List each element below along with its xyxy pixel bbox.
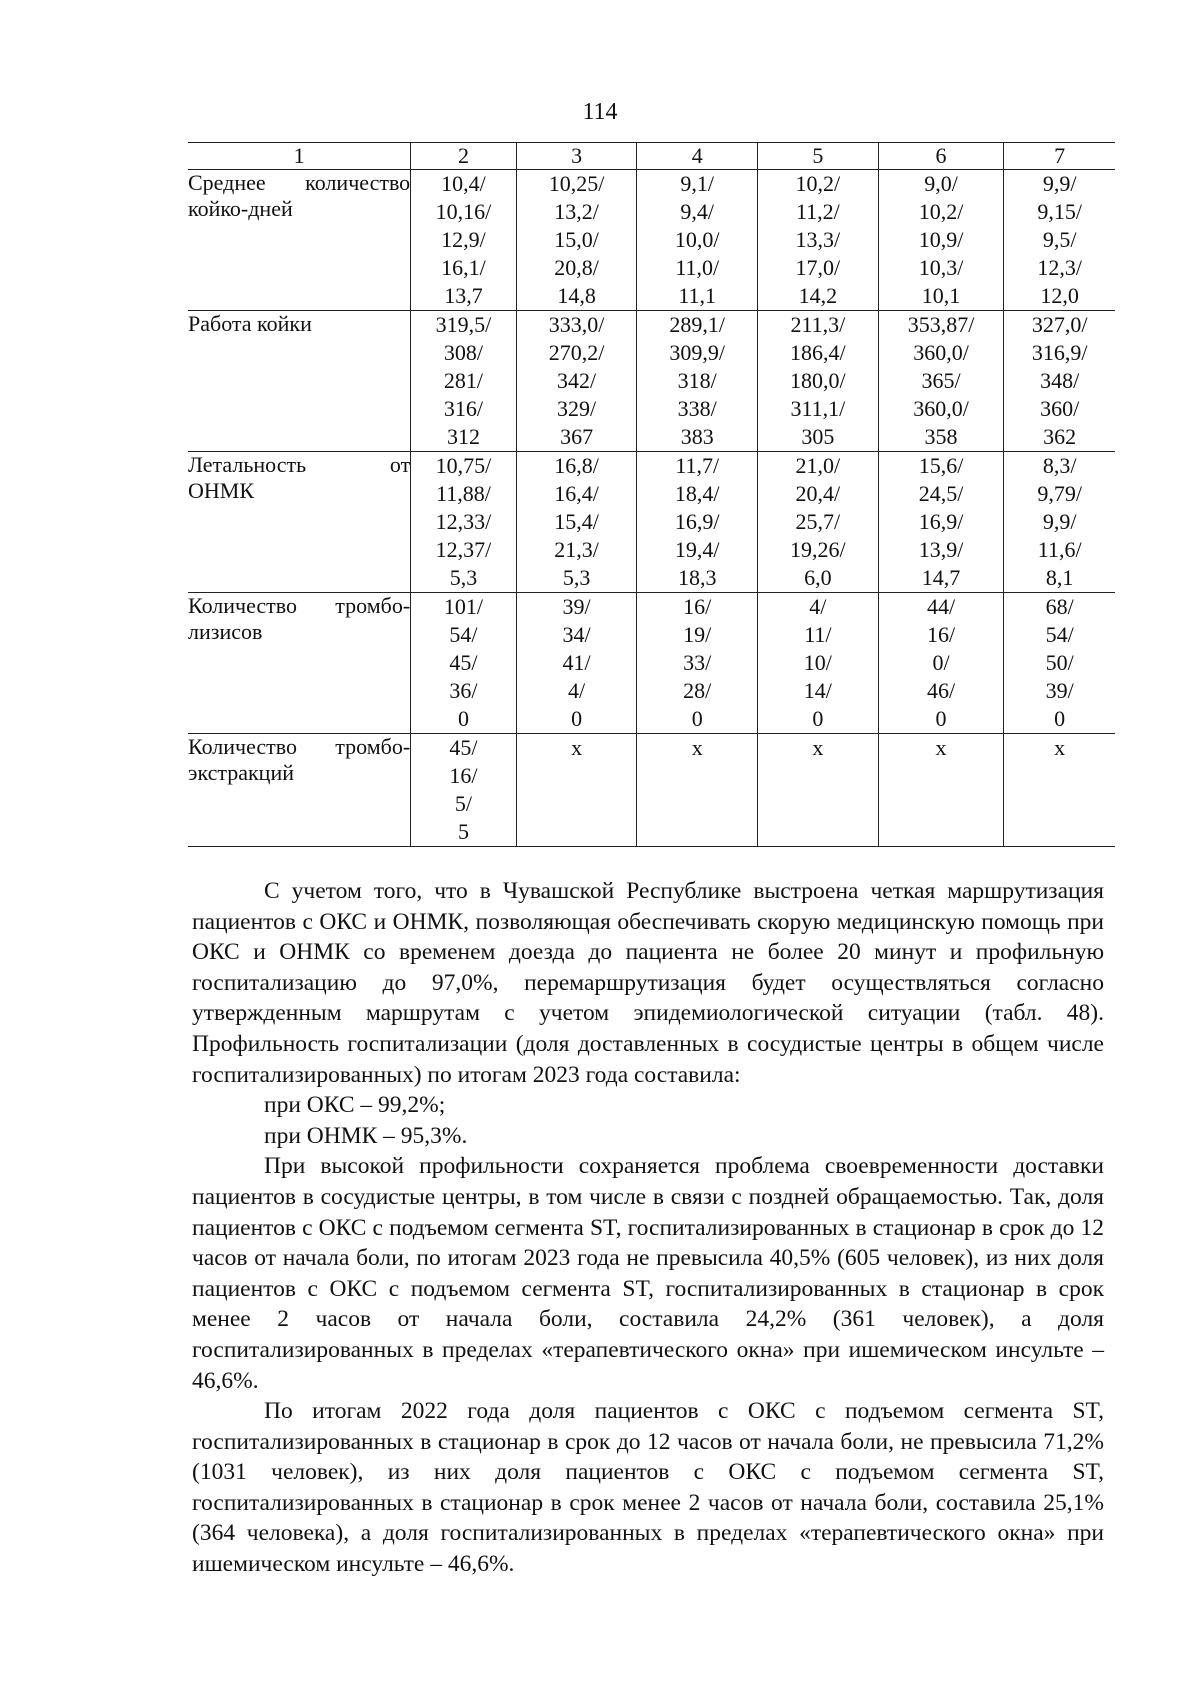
table-cell — [637, 593, 758, 734]
cell-value: 367 — [560, 424, 594, 449]
cell-value: 327,0/ — [1031, 312, 1088, 337]
column-header: 5 — [758, 143, 879, 170]
cell-value: 18,3 — [677, 565, 717, 590]
cell-value: 186,4/ — [790, 340, 846, 365]
row-label-line: Работа койки — [188, 311, 312, 336]
cell-value: 9,5/ — [1042, 227, 1077, 252]
cell-value: 10,2/ — [918, 199, 964, 224]
cell-value: 24,5/ — [918, 481, 964, 506]
cell-value: 318/ — [677, 368, 717, 393]
cell-value: 12,37/ — [435, 537, 492, 562]
cell-value: 9,4/ — [680, 199, 715, 224]
cell-value: 348/ — [1040, 368, 1080, 393]
cell-value: 10,25/ — [548, 171, 605, 196]
cell-value: 16/ — [683, 594, 712, 619]
cell-value: 101/ — [443, 594, 484, 619]
row-label — [188, 311, 411, 452]
column-header: 7 — [1004, 143, 1115, 170]
cell-value: x — [935, 735, 947, 760]
table-header-row — [188, 143, 1115, 170]
cell-value: 362 — [1043, 424, 1077, 449]
paragraph: При высокой профильности сохраняется проблема своевременности доставки пациентов в сосудистые центры, в том числе в связи с поздней обращаемостью. Так, доля пациентов с ОКС с подъемом сегмента ST, госпитализированных в стационар в срок до 12 часов от начала боли, по итогам 2023 года не превысила 40,5% (605 человек), из них доля пациентов с ОКС с подъемом сегмента ST, госпитализированных в стационар в срок менее 2 часов от начала боли, составила 24,2% (361 человек), а доля госпитализированных в пределах «терапевтического окна» при ишемическом инсульте – 46,6%. — [192, 1153, 1104, 1394]
cell-value: 15,6/ — [918, 453, 964, 478]
cell-value: 15,4/ — [554, 509, 599, 534]
table-row — [188, 170, 1115, 311]
cell-value: 5 — [457, 819, 469, 844]
table-cell — [878, 452, 1004, 593]
cell-value: 20,4/ — [795, 481, 841, 506]
cell-value: 14/ — [803, 678, 832, 703]
cell-value: 338/ — [677, 396, 717, 421]
cell-value: 4/ — [568, 678, 586, 703]
list-item: при ОКС – 99,2%; — [264, 1092, 446, 1119]
cell-value: 16,4/ — [554, 481, 599, 506]
table-cell — [758, 170, 879, 311]
cell-value: 5,3 — [449, 565, 478, 590]
row-label — [188, 734, 411, 847]
cell-value: 9,15/ — [1037, 199, 1082, 224]
cell-value: 0 — [571, 706, 583, 731]
page-number: 114 — [582, 99, 618, 125]
column-header: 4 — [637, 143, 758, 170]
cell-value: 20,8/ — [554, 255, 599, 280]
cell-value: 270,2/ — [548, 340, 605, 365]
table-cell — [1004, 170, 1115, 311]
cell-value: 17,0/ — [795, 255, 841, 280]
cell-value: 360,0/ — [913, 340, 969, 365]
body-text — [192, 876, 1104, 1580]
cell-value: 19,4/ — [674, 537, 720, 562]
row-label — [188, 170, 411, 311]
cell-value: 45/ — [449, 650, 478, 675]
cell-value: 21,3/ — [554, 537, 599, 562]
cell-value: 0 — [1054, 706, 1066, 731]
table-cell — [516, 593, 637, 734]
cell-value: 9,9/ — [1042, 171, 1077, 196]
row-label — [188, 452, 411, 593]
cell-value: 316/ — [443, 396, 484, 421]
cell-value: 9,9/ — [1042, 509, 1077, 534]
table-cell — [411, 170, 517, 311]
table-cell — [411, 734, 517, 847]
cell-value: 9,0/ — [924, 171, 958, 196]
cell-value: 342/ — [557, 368, 597, 393]
cell-value: 45/ — [449, 735, 478, 760]
table-cell — [516, 170, 637, 311]
cell-value: 11,6/ — [1037, 537, 1082, 562]
table-cell — [411, 452, 517, 593]
table-row — [188, 734, 1115, 847]
table-cell — [758, 311, 879, 452]
cell-value: 308/ — [443, 340, 484, 365]
paragraph: По итогам 2022 года доля пациентов с ОКС с подъемом сегмента ST, госпитализированных в стационар в срок до 12 часов от начала боли, не превысила 71,2% (1031 человек), из них доля пациентов с ОКС с подъемом сегмента ST, госпитализированных в стационар в срок менее 2 часов от начала боли, составила 25,1% (364 человека), а доля госпитализированных в пределах «терапевтического окна» при ишемическом инсульте – 46,6%. — [192, 1398, 1104, 1578]
cell-value: 14,7 — [921, 565, 961, 590]
cell-value: 10/ — [803, 650, 832, 675]
cell-value: 365/ — [921, 368, 961, 393]
cell-value: 13,9/ — [918, 537, 964, 562]
cell-value: x — [571, 735, 583, 760]
cell-value: 19,26/ — [790, 537, 846, 562]
table-cell — [878, 734, 1004, 847]
cell-value: 10,0/ — [674, 227, 720, 252]
cell-value: 360/ — [1040, 396, 1080, 421]
cell-value: 9,79/ — [1037, 481, 1082, 506]
row-label — [188, 593, 411, 734]
row-label-line: Летальность от — [188, 452, 411, 477]
row-label-line: ОНМК — [188, 478, 255, 503]
table-cell — [878, 311, 1004, 452]
table-cell — [411, 593, 517, 734]
cell-value: 316,9/ — [1031, 340, 1088, 365]
column-header: 6 — [878, 143, 1004, 170]
cell-value: 10,9/ — [918, 227, 964, 252]
table-row — [188, 311, 1115, 452]
cell-value: 54/ — [1045, 622, 1074, 647]
cell-value: 11,0/ — [675, 255, 720, 280]
cell-value: 34/ — [562, 622, 591, 647]
cell-value: 16,1/ — [441, 255, 486, 280]
statistics-table — [188, 142, 1115, 847]
cell-value: x — [812, 735, 824, 760]
cell-value: 11,88/ — [436, 481, 491, 506]
cell-value: 41/ — [562, 650, 591, 675]
cell-value: 36/ — [449, 678, 478, 703]
row-label-line: Количество тромбо- — [188, 593, 411, 618]
table-cell — [1004, 311, 1115, 452]
table-cell — [637, 170, 758, 311]
cell-value: 10,75/ — [435, 453, 492, 478]
column-header: 2 — [411, 143, 517, 170]
table-cell — [1004, 593, 1115, 734]
cell-value: 329/ — [557, 396, 597, 421]
cell-value: 33/ — [683, 650, 712, 675]
cell-value: 8,3/ — [1042, 453, 1077, 478]
cell-value: 333,0/ — [548, 312, 605, 337]
cell-value: 309,9/ — [669, 340, 726, 365]
list-item: при ОНМК – 95,3%. — [264, 1122, 468, 1149]
cell-value: 0 — [691, 706, 703, 731]
cell-value: 10,2/ — [795, 171, 841, 196]
table-cell — [637, 311, 758, 452]
cell-value: 5,3 — [562, 565, 591, 590]
row-label-line: койко-дней — [188, 196, 293, 221]
table-row — [188, 593, 1115, 734]
cell-value: 68/ — [1045, 594, 1074, 619]
cell-value: 353,87/ — [907, 312, 975, 337]
cell-value: 0 — [457, 706, 469, 731]
cell-value: 10,16/ — [435, 199, 492, 224]
cell-value: 13,3/ — [795, 227, 841, 252]
cell-value: 39/ — [562, 594, 591, 619]
cell-value: 0/ — [932, 650, 950, 675]
cell-value: x — [691, 735, 703, 760]
cell-value: 54/ — [449, 622, 478, 647]
cell-value: 11,2/ — [795, 199, 840, 224]
cell-value: 16,9/ — [918, 509, 964, 534]
cell-value: 319,5/ — [435, 312, 492, 337]
cell-value: 25,7/ — [795, 509, 841, 534]
cell-value: 39/ — [1045, 678, 1074, 703]
cell-value: 11/ — [804, 622, 832, 647]
cell-value: 50/ — [1045, 650, 1074, 675]
cell-value: 10,1 — [921, 283, 961, 308]
cell-value: 312 — [446, 424, 480, 449]
table-cell — [878, 170, 1004, 311]
row-label-line: Количество тромбо- — [188, 734, 411, 759]
cell-value: 19/ — [683, 622, 712, 647]
table-cell — [411, 311, 517, 452]
cell-value: 13,2/ — [554, 199, 599, 224]
table-cell — [758, 452, 879, 593]
cell-value: 12,9/ — [441, 227, 486, 252]
table-cell — [637, 734, 758, 847]
cell-value: 383 — [680, 424, 714, 449]
cell-value: 12,33/ — [435, 509, 492, 534]
cell-value: 18,4/ — [674, 481, 720, 506]
table-cell — [637, 452, 758, 593]
cell-value: 360,0/ — [913, 396, 969, 421]
cell-value: 14,8 — [557, 283, 596, 308]
table-cell — [878, 593, 1004, 734]
cell-value: 16/ — [449, 763, 478, 788]
paragraph: С учетом того, что в Чувашской Республике выстроена четкая маршрутизация пациентов с ОКС и ОНМК, позволяющая обеспечивать скорую медицинскую помощь при ОКС и ОНМК со временем доезда до пациента не более 20 минут и профильную госпитализацию до 97,0%, перемаршрутизация будет осуществляться согласно утвержденным маршрутам с учетом эпидемиологической ситуации (табл. 48). Профильность госпитализации (доля доставленных в сосудистые центры в общем числе госпитализированных) по итогам 2023 года составила: — [192, 878, 1104, 1088]
cell-value: 289,1/ — [669, 312, 726, 337]
table-cell — [1004, 734, 1115, 847]
cell-value: 28/ — [683, 678, 712, 703]
cell-value: 358 — [924, 424, 958, 449]
table-cell — [516, 311, 637, 452]
cell-value: 16/ — [926, 622, 956, 647]
cell-value: 15,0/ — [554, 227, 599, 252]
cell-value: 180,0/ — [790, 368, 846, 393]
table-cell — [758, 734, 879, 847]
cell-value: 10,3/ — [918, 255, 964, 280]
cell-value: 10,4/ — [441, 171, 486, 196]
row-label-line: лизисов — [188, 619, 263, 644]
cell-value: 21,0/ — [795, 453, 841, 478]
cell-value: 14,2 — [798, 283, 838, 308]
cell-value: 8,1 — [1045, 565, 1074, 590]
column-header: 3 — [516, 143, 637, 170]
cell-value: 46/ — [926, 678, 956, 703]
table-cell — [1004, 452, 1115, 593]
cell-value: 6,0 — [804, 565, 832, 590]
table-cell — [758, 593, 879, 734]
cell-value: 16,9/ — [674, 509, 720, 534]
row-label-line: экстракций — [188, 760, 295, 785]
cell-value: 9,1/ — [680, 171, 715, 196]
cell-value: 12,3/ — [1037, 255, 1082, 280]
column-header: 1 — [188, 143, 411, 170]
cell-value: 211,3/ — [790, 312, 846, 337]
cell-value: 0 — [935, 706, 947, 731]
cell-value: 0 — [812, 706, 824, 731]
cell-value: 5/ — [454, 791, 473, 816]
cell-value: 281/ — [443, 368, 484, 393]
cell-value: 11,1 — [678, 283, 717, 308]
row-label-line: Среднее количество — [188, 170, 411, 195]
cell-value: 311,1/ — [790, 396, 846, 421]
cell-value: x — [1054, 735, 1066, 760]
cell-value: 305 — [801, 424, 835, 449]
cell-value: 11,7/ — [675, 453, 720, 478]
cell-value: 4/ — [809, 594, 827, 619]
table-cell — [516, 734, 637, 847]
table-row — [188, 452, 1115, 593]
cell-value: 12,0 — [1040, 283, 1079, 308]
cell-value: 13,7 — [444, 283, 483, 308]
cell-value: 16,8/ — [554, 453, 599, 478]
cell-value: 44/ — [926, 594, 956, 619]
table-cell — [516, 452, 637, 593]
